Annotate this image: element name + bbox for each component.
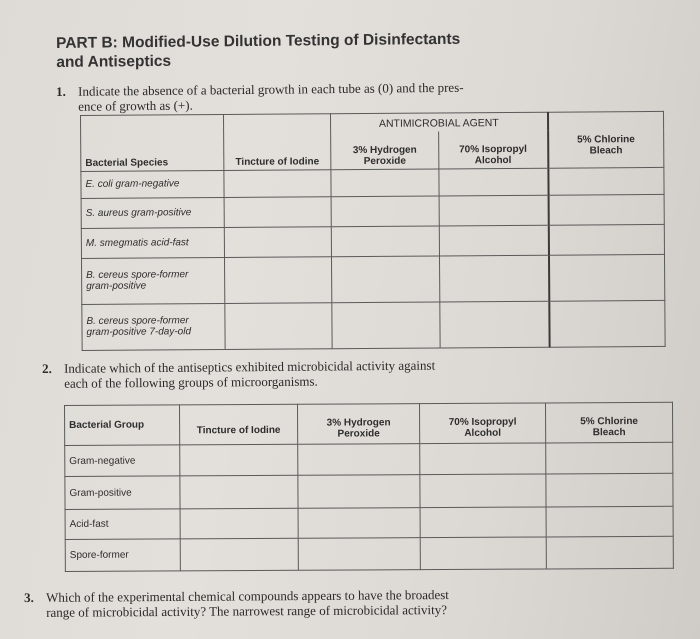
question-3-line-2: range of microbicidal activity? The narrowest range of microbicidal activity? (46, 602, 447, 620)
result-cell[interactable] (548, 224, 664, 255)
question-1 (56, 79, 516, 114)
agent-header: Tincture of Iodine (235, 155, 320, 168)
antimicrobial-agent-group-header: ANTIMICROBIAL AGENT (378, 116, 499, 130)
species-row-label (81, 227, 224, 258)
result-cell[interactable] (439, 255, 548, 302)
result-cell[interactable] (224, 226, 331, 257)
agent-header-cell (548, 111, 664, 167)
result-cell[interactable] (439, 225, 548, 256)
part-title (56, 30, 461, 72)
species-name: B. cereus spore-former (86, 315, 189, 327)
question-3-number: 3. (24, 589, 34, 605)
species-row-label (82, 303, 225, 350)
species-row-label (81, 170, 224, 198)
species-name-detail: gram-positive (86, 280, 147, 292)
result-cell[interactable] (331, 168, 439, 196)
species-name: E. coli gram-negative (85, 178, 180, 190)
result-cell[interactable] (331, 225, 439, 256)
group-name: Gram-positive (69, 487, 132, 499)
result-cell[interactable] (420, 507, 546, 538)
species-name: S. aureus gram-positive (85, 206, 192, 219)
result-cell[interactable] (180, 475, 298, 509)
question-1-number: 1. (56, 83, 66, 99)
result-cell[interactable] (298, 538, 420, 571)
species-name-detail: gram-positive 7-day-old (86, 326, 192, 338)
result-cell[interactable] (420, 537, 546, 570)
agent-header-cell (297, 404, 419, 445)
agent-header-cell (545, 402, 672, 443)
question-1-line-1: Indicate the absence of a bacterial growth in each tube as (0) and the pres- (77, 79, 464, 99)
group-row-label (65, 509, 180, 540)
result-cell[interactable] (548, 167, 664, 195)
result-cell[interactable] (420, 474, 546, 508)
species-name: B. cereus spore-former (86, 269, 189, 281)
species-growth-table (80, 111, 666, 351)
result-cell[interactable] (331, 255, 439, 302)
result-cell[interactable] (546, 506, 673, 537)
group-name: Gram-negative (69, 455, 136, 467)
species-header: Bacterial Species (85, 156, 169, 169)
result-cell[interactable] (439, 195, 548, 226)
result-cell[interactable] (298, 508, 420, 539)
agent-header: 5% Chlorine Bleach (580, 415, 639, 439)
group-header-cell (65, 405, 180, 446)
result-cell[interactable] (549, 254, 665, 301)
result-cell[interactable] (298, 444, 420, 476)
result-cell[interactable] (331, 195, 439, 226)
question-3 (24, 586, 584, 620)
agent-header-cell (331, 131, 439, 169)
result-cell[interactable] (180, 508, 298, 539)
group-row-label (65, 476, 180, 510)
group-header: Bacterial Group (69, 419, 145, 431)
result-cell[interactable] (549, 300, 665, 347)
result-cell[interactable] (546, 536, 673, 569)
result-cell[interactable] (420, 443, 546, 475)
question-2-number: 2. (42, 360, 52, 376)
agent-header-cell (180, 404, 298, 445)
agent-header-cell (419, 403, 545, 444)
species-header-cell (81, 114, 224, 170)
result-cell[interactable] (224, 256, 331, 303)
group-name: Spore-former (69, 549, 129, 561)
species-row-label (81, 197, 224, 228)
agent-header: 3% Hydrogen Peroxide (352, 144, 417, 167)
agent-header: Tincture of Iodine (196, 424, 281, 436)
question-3-line-1: Which of the experimental chemical compounds appears to have the broadest (45, 587, 449, 605)
result-cell[interactable] (180, 444, 298, 476)
result-cell[interactable] (225, 302, 332, 349)
question-2 (42, 357, 522, 391)
result-cell[interactable] (440, 301, 549, 348)
species-row-label (81, 257, 224, 304)
question-1-line-2: ence of growth as (+). (78, 97, 193, 114)
group-name: Acid-fast (69, 518, 109, 530)
agent-header-cell (439, 130, 548, 168)
group-row-label (65, 445, 180, 477)
result-cell[interactable] (332, 301, 440, 348)
agent-header-cell (224, 114, 331, 170)
result-cell[interactable] (546, 442, 673, 474)
group-row-label (65, 539, 180, 572)
result-cell[interactable] (548, 194, 664, 225)
result-cell[interactable] (546, 473, 673, 507)
species-name: M. smegmatis acid-fast (85, 236, 189, 249)
group-activity-table (64, 402, 674, 572)
agent-header: 3% Hydrogen Peroxide (326, 417, 391, 440)
question-2-line-1: Indicate which of the antiseptics exhibited microbicidal activity against (63, 357, 436, 376)
agent-header: 70% Isopropyl Alcohol (459, 143, 527, 166)
result-cell[interactable] (439, 168, 548, 196)
part-title-line-1: PART B: Modified-Use Dilution Testing of Disinfectants (56, 30, 461, 52)
question-2-line-2: each of the following groups of microorganisms. (64, 373, 318, 391)
result-cell[interactable] (298, 475, 420, 509)
agent-header: 70% Isopropyl Alcohol (448, 416, 517, 439)
result-cell[interactable] (224, 169, 331, 197)
agent-header: 5% Chlorine Bleach (577, 133, 635, 157)
part-title-line-2: and Antiseptics (56, 52, 172, 71)
result-cell[interactable] (180, 538, 298, 571)
antimicrobial-agent-group-header-cell (330, 112, 547, 132)
result-cell[interactable] (224, 196, 331, 227)
